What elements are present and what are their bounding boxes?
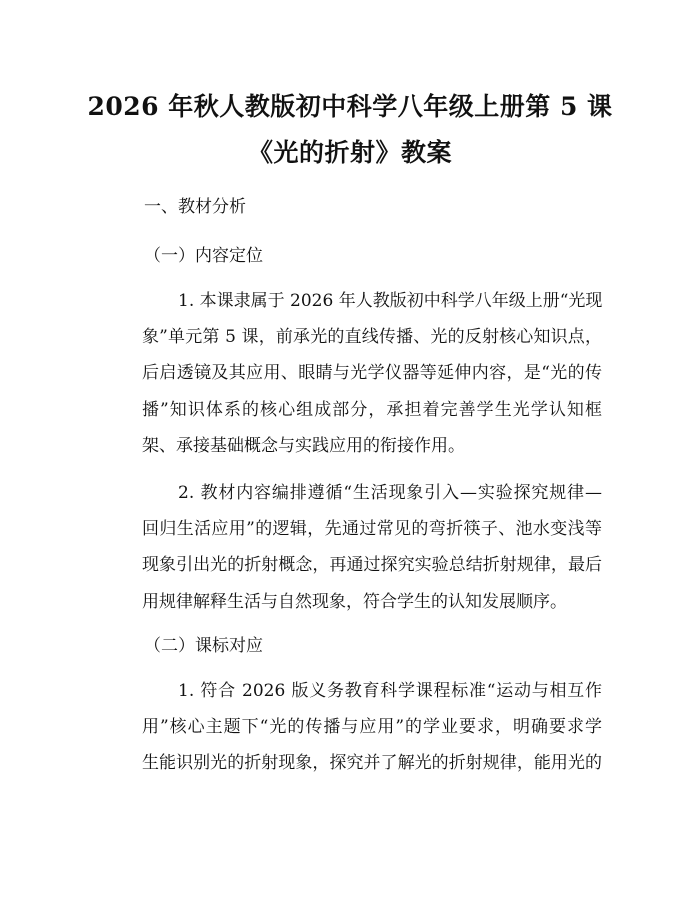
- paragraph-line: 用规律解释生活与自然现象，符合学生的认知发展顺序。: [142, 591, 567, 612]
- paragraph-content-positioning-2: [106, 475, 602, 620]
- paragraph-curriculum-standards-1: [106, 673, 602, 782]
- paragraph-line: 后启透镜及其应用、眼睛与光学仪器等延伸内容，是“光的传: [142, 363, 602, 384]
- paragraph-line: 用”核心主题下“光的传播与应用”的学业要求，明确要求学: [142, 717, 602, 738]
- paragraph-line: 生能识别光的折射现象，探究并了解光的折射规律，能用光的: [142, 753, 602, 774]
- document-title-line-1: 2026 年秋人教版初中科学八年级上册第 5 课: [87, 92, 613, 121]
- section-heading-textbook-analysis: 一、教材分析: [144, 197, 246, 217]
- paragraph-line: 1. 符合 2026 版义务教育科学课程标准“运动与相互作: [178, 681, 602, 701]
- subsection-heading-content-positioning: （一）内容定位: [144, 246, 263, 266]
- paragraph-content-positioning-1: [106, 283, 602, 464]
- paragraph-line: 架、承接基础概念与实践应用的衔接作用。: [142, 435, 465, 456]
- paragraph-line: 回归生活应用”的逻辑，先通过常见的弯折筷子、池水变浅等: [142, 519, 602, 540]
- document-title-line-2: 《光的折射》教案: [247, 138, 452, 167]
- paragraph-line: 播”知识体系的核心组成部分，承担着完善学生光学认知框: [142, 399, 602, 420]
- paragraph-line: 现象引出光的折射概念，再通过探究实验总结折射规律，最后: [142, 555, 602, 576]
- paragraph-line: 象”单元第 5 课，前承光的直线传播、光的反射核心知识点，: [142, 327, 602, 348]
- paragraph-line: 2. 教材内容编排遵循“生活现象引入—实验探究规律—: [178, 483, 602, 503]
- subsection-heading-curriculum-standards: （二）课标对应: [144, 636, 263, 656]
- paragraph-line: 1. 本课隶属于 2026 年人教版初中科学八年级上册“光现: [178, 291, 603, 311]
